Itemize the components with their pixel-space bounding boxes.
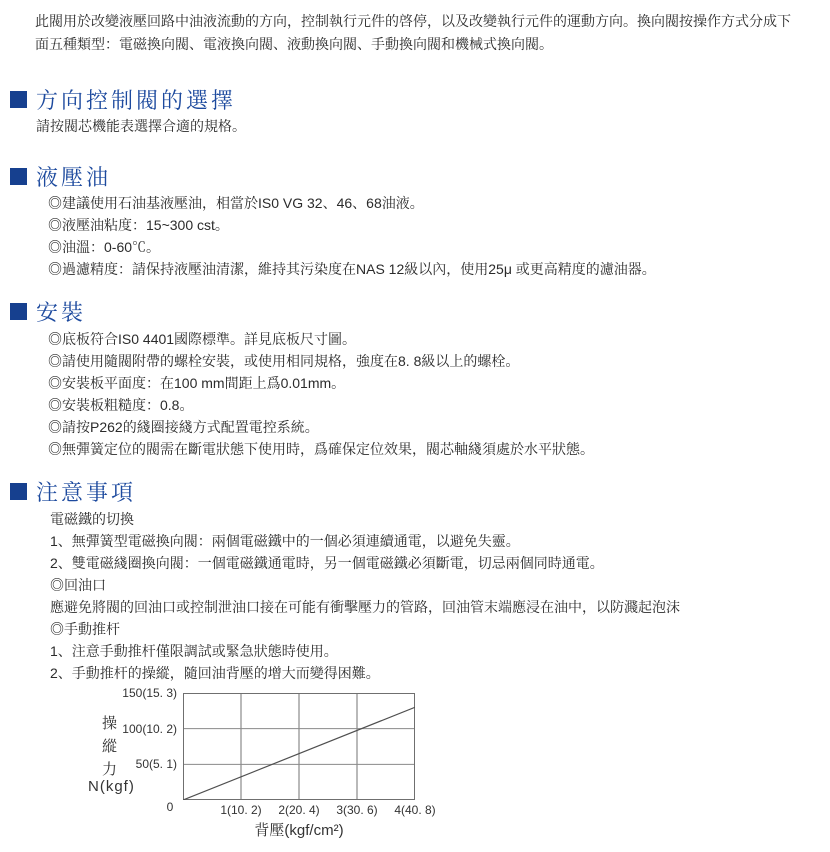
section-header-valve-selection: [10, 84, 236, 115]
bullet-item: ◎手動推杆: [50, 621, 120, 637]
section-header-hydraulic-oil: [10, 161, 111, 192]
section-header-installation: [10, 296, 86, 327]
text-line: 請按閥芯機能表選擇合適的規格。: [36, 118, 246, 134]
section-body-valve-selection: [36, 115, 246, 137]
bullet-item: ◎液壓油粘度：15~300 cst。: [48, 217, 229, 233]
section-title-valve-selection: 方向控制閥的選擇: [36, 88, 237, 113]
y-axis-label-char: 縱: [102, 738, 118, 755]
x-tick-label: 4(40. 8): [394, 803, 436, 817]
bullet-item: ◎無彈簧定位的閥需在斷電狀態下使用時，爲確保定位效果，閥芯軸綫須處於水平狀態。: [48, 441, 594, 457]
bullet-item: ◎底板符合IS0 4401國際標準。詳見底板尺寸圖。: [48, 331, 357, 347]
bullet-item: ◎建議使用石油基液壓油，相當於IS0 VG 32、46、68油液。: [48, 195, 424, 211]
text-line: 應避免將閥的回油口或控制泄油口接在可能有衝擊壓力的管路，回油管末端應浸在油中，以防濺起泡沫: [50, 599, 680, 615]
y-axis-unit-label: N(kgf): [88, 778, 135, 795]
x-tick-label: 3(30. 6): [336, 803, 378, 817]
text-line: 電磁鐵的切換: [50, 511, 134, 527]
section-body-installation: [48, 328, 594, 460]
bullet-item: ◎請按P262的綫圈接綫方式配置電控系統。: [48, 419, 319, 435]
bullet-item: ◎過濾精度：請保持液壓油清潔，維持其污染度在NAS 12級以內，使用25μ 或更高精度的濾油器。: [48, 261, 656, 277]
numbered-item: 2、雙電磁綫圈換向閥：一個電磁鐵通電時，另一個電磁鐵必須斷電，切忌兩個同時通電。: [50, 555, 604, 571]
bullet-item: ◎安裝板平面度：在100 mm間距上爲0.01mm。: [48, 375, 346, 391]
section-body-hydraulic-oil: [48, 192, 656, 280]
y-tick-label: 50(5. 1): [135, 757, 177, 772]
bullet-item: ◎油溫：0-60℃。: [48, 239, 161, 255]
section-title-precautions: 注意事項: [36, 480, 137, 505]
bullet-item: ◎回油口: [50, 577, 106, 593]
numbered-item: 1、無彈簧型電磁換向閥：兩個電磁鐵中的一個必須連續通電，以避免失靈。: [50, 533, 520, 549]
chart-area: [88, 688, 478, 850]
section-bullet-square-icon: [10, 303, 27, 320]
intro-paragraph: 此閥用於改變液壓回路中油液流動的方向，控制執行元件的啓停，以及改變執行元件的運動方向。換向閥按操作方式分成下面五種類型：電磁換向閥、電液換向閥、液動換向閥、手動換向閥和機械式換向閥。: [35, 13, 791, 52]
x-tick-label: 2(20. 4): [278, 803, 320, 817]
numbered-item: 2、手動推杆的操縱，隨回油背壓的增大而變得困難。: [50, 665, 380, 681]
x-axis-label: 背壓(kgf/cm²): [254, 822, 344, 839]
section-bullet-square-icon: [10, 483, 27, 500]
section-bullet-square-icon: [10, 91, 27, 108]
y-axis-label-char: 操: [102, 715, 118, 732]
section-title-hydraulic-oil: 液壓油: [36, 165, 112, 190]
bullet-item: ◎安裝板粗糙度：0.8。: [48, 397, 194, 413]
y-tick-label: 100(10. 2): [122, 721, 177, 736]
chart-plot: [183, 693, 415, 800]
section-title-installation: 安裝: [36, 300, 87, 325]
numbered-item: 1、注意手動推杆僅限調試或緊急狀態時使用。: [50, 643, 338, 659]
origin-tick-label: 0: [166, 800, 174, 814]
x-tick-label: 1(10. 2): [220, 803, 262, 817]
y-axis-label-char: 力: [102, 761, 118, 778]
bullet-item: ◎請使用隨閥附帶的螺栓安裝，或使用相同規格，強度在8. 8級以上的螺栓。: [48, 353, 520, 369]
y-tick-label: 150(15. 3): [122, 686, 177, 700]
section-body-precautions: [50, 508, 680, 684]
section-bullet-square-icon: [10, 168, 27, 185]
section-header-precautions: [10, 476, 136, 507]
